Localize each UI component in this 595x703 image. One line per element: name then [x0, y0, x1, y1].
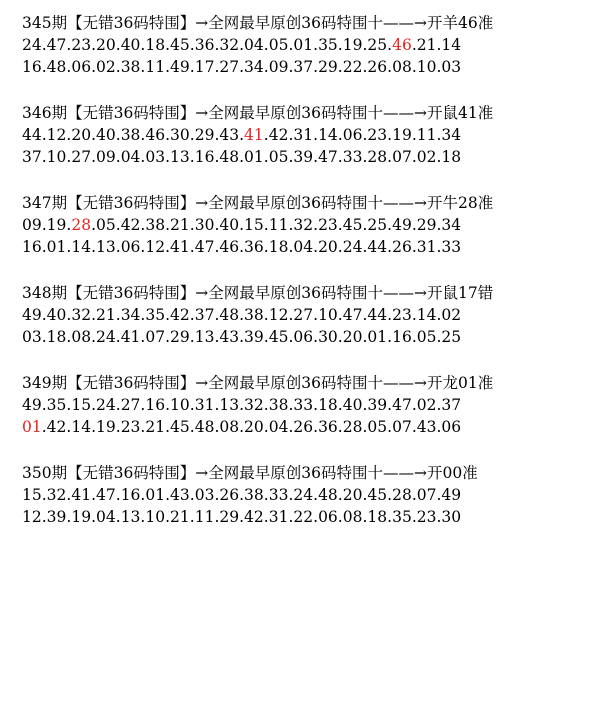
number-cell: 42 [120, 216, 141, 234]
number-cell: 19 [96, 418, 116, 436]
number-cell: 11 [416, 126, 437, 144]
number-cell: 31 [268, 508, 289, 526]
number-cell: 19 [342, 36, 363, 54]
number-cell: 18 [441, 148, 462, 166]
number-cell: 34 [441, 126, 462, 144]
number-row: 09.19.28.05.42.38.21.30.40.15.11.32.23.45.25.49.29.34 [22, 216, 462, 234]
number-cell: 17 [194, 58, 215, 76]
number-cell: 07 [145, 328, 166, 346]
number-cell: 49 [170, 58, 190, 76]
number-cell: 24 [293, 486, 314, 504]
number-cell: 29 [219, 508, 240, 526]
number-cell: 01 [145, 486, 166, 504]
number-cell: 31 [416, 238, 437, 256]
number-row: 16.48.06.02.38.11.49.17.27.34.09.37.29.22.26.08.10.03 [22, 58, 462, 76]
number-row: 44.12.20.40.38.46.30.29.43.41.42.31.14.06.23.19.11.34 [22, 126, 462, 144]
number-cell: 07 [416, 486, 437, 504]
number-cell: 23 [71, 36, 92, 54]
number-cell: 29 [170, 328, 190, 346]
number-cell: 34 [120, 306, 141, 324]
number-cell: 37 [293, 58, 314, 76]
period-header: 350期【无错36码特围】→全网最早原创36码特围十——→开00准 [22, 464, 478, 482]
number-cell: 18 [268, 238, 289, 256]
number-cell: 25 [367, 216, 388, 234]
number-cell: 46 [145, 126, 166, 144]
number-cell: 14 [318, 126, 338, 144]
number-cell: 48 [219, 148, 240, 166]
number-cell: 23 [120, 418, 141, 436]
number-cell: 16 [145, 396, 166, 414]
number-cell: 20 [96, 36, 116, 54]
number-cell: 41 [120, 328, 141, 346]
number-cell: 25 [367, 36, 388, 54]
number-cell: 02 [441, 306, 462, 324]
number-cell: 31 [194, 396, 215, 414]
number-cell: 24 [96, 396, 116, 414]
number-cell: 13 [120, 508, 141, 526]
period-header: 348期【无错36码特围】→全网最早原创36码特围十——→开鼠17错 [22, 284, 494, 302]
number-cell: 08 [392, 58, 412, 76]
number-cell: 28 [342, 418, 363, 436]
number-cell: 12 [46, 126, 67, 144]
number-cell: 05 [416, 328, 437, 346]
number-cell: 12 [268, 306, 289, 324]
number-cell: 41 [71, 486, 92, 504]
period-header: 346期【无错36码特围】→全网最早原创36码特围十——→开鼠41准 [22, 104, 494, 122]
number-cell: 23 [367, 126, 388, 144]
number-cell: 01 [367, 328, 388, 346]
number-cell: 37 [441, 396, 462, 414]
number-cell: 10 [318, 306, 338, 324]
number-cell: 44 [367, 238, 388, 256]
number-cell: 15 [244, 216, 264, 234]
number-row: 01.42.14.19.23.21.45.48.08.20.04.26.36.28.05.07.43.06 [22, 418, 462, 436]
number-cell: 33 [441, 238, 462, 256]
number-cell: 21 [145, 418, 166, 436]
number-cell: 45 [170, 418, 190, 436]
number-cell: 45 [268, 328, 289, 346]
number-cell: 47 [96, 486, 116, 504]
number-cell: 06 [120, 238, 141, 256]
number-cell: 09 [96, 148, 116, 166]
number-cell: 44 [22, 126, 42, 144]
number-cell: 04 [268, 418, 289, 436]
number-cell: 19 [392, 126, 412, 144]
number-cell: 27 [120, 396, 141, 414]
number-cell: 36 [194, 36, 215, 54]
number-cell: 13 [219, 396, 240, 414]
number-row: 16.01.14.13.06.12.41.47.46.36.18.04.20.24.44.26.31.33 [22, 238, 462, 256]
number-cell: 14 [71, 238, 92, 256]
number-row: 12.39.19.04.13.10.21.11.29.42.31.22.06.08.18.35.23.30 [22, 508, 462, 526]
number-cell: 18 [46, 328, 67, 346]
number-cell: 13 [170, 148, 190, 166]
period-block [22, 282, 587, 348]
number-cell: 29 [194, 126, 215, 144]
number-cell: 47 [342, 306, 363, 324]
number-cell: 42 [170, 306, 190, 324]
number-cell: 34 [441, 216, 462, 234]
hit-number: 28 [71, 216, 92, 234]
number-cell: 40 [46, 306, 67, 324]
number-cell: 03 [194, 486, 215, 504]
number-cell: 37 [194, 306, 215, 324]
number-cell: 36 [244, 238, 264, 256]
number-cell: 47 [194, 238, 215, 256]
number-cell: 33 [293, 396, 314, 414]
hit-number: 01 [22, 418, 42, 436]
number-cell: 13 [194, 328, 215, 346]
number-cell: 14 [416, 306, 437, 324]
period-block [22, 12, 587, 78]
number-cell: 42 [46, 418, 67, 436]
number-cell: 11 [194, 508, 215, 526]
number-cell: 09 [268, 58, 289, 76]
period-block [22, 102, 587, 168]
number-cell: 32 [293, 216, 314, 234]
number-cell: 13 [96, 238, 116, 256]
number-cell: 21 [170, 508, 190, 526]
number-cell: 06 [318, 508, 338, 526]
number-cell: 20 [71, 126, 92, 144]
number-cell: 47 [318, 148, 338, 166]
number-cell: 41 [170, 238, 190, 256]
number-cell: 43 [219, 328, 240, 346]
number-cell: 38 [120, 126, 141, 144]
number-cell: 36 [318, 418, 338, 436]
number-cell: 02 [416, 396, 437, 414]
number-cell: 10 [170, 396, 190, 414]
number-cell: 23 [392, 306, 412, 324]
number-cell: 32 [219, 36, 240, 54]
hit-number: 41 [244, 126, 264, 144]
hit-number: 46 [392, 36, 412, 54]
number-row: 49.40.32.21.34.35.42.37.48.38.12.27.10.47.44.23.14.02 [22, 306, 462, 324]
number-cell: 11 [145, 58, 166, 76]
number-cell: 49 [392, 216, 412, 234]
number-cell: 30 [170, 126, 190, 144]
number-cell: 49 [441, 486, 462, 504]
number-cell: 37 [22, 148, 42, 166]
number-cell: 29 [318, 58, 338, 76]
number-cell: 40 [342, 396, 363, 414]
number-cell: 20 [342, 486, 363, 504]
number-cell: 49 [22, 306, 42, 324]
number-cell: 35 [318, 36, 338, 54]
number-cell: 30 [441, 508, 462, 526]
number-cell: 09 [22, 216, 42, 234]
number-cell: 08 [71, 328, 92, 346]
number-cell: 03 [22, 328, 42, 346]
number-cell: 30 [194, 216, 215, 234]
number-cell: 04 [293, 238, 314, 256]
number-row: 37.10.27.09.04.03.13.16.48.01.05.39.47.33.28.07.02.18 [22, 148, 462, 166]
number-cell: 33 [342, 148, 363, 166]
number-cell: 45 [367, 486, 388, 504]
number-cell: 10 [46, 148, 67, 166]
number-cell: 20 [244, 418, 264, 436]
number-cell: 42 [268, 126, 289, 144]
number-cell: 25 [441, 328, 462, 346]
number-cell: 04 [96, 508, 116, 526]
number-cell: 23 [318, 216, 338, 234]
number-cell: 30 [318, 328, 338, 346]
number-cell: 26 [367, 58, 388, 76]
number-cell: 08 [219, 418, 240, 436]
number-cell: 16 [120, 486, 141, 504]
number-cell: 28 [392, 486, 412, 504]
number-cell: 16 [194, 148, 215, 166]
number-cell: 01 [244, 148, 264, 166]
number-cell: 45 [170, 36, 190, 54]
number-cell: 22 [293, 508, 314, 526]
number-cell: 44 [367, 306, 388, 324]
number-cell: 47 [392, 396, 412, 414]
number-cell: 35 [145, 306, 166, 324]
number-cell: 48 [194, 418, 215, 436]
number-cell: 05 [96, 216, 116, 234]
number-cell: 21 [416, 36, 437, 54]
number-cell: 05 [367, 418, 388, 436]
number-cell: 18 [318, 396, 338, 414]
number-cell: 04 [120, 148, 141, 166]
number-cell: 39 [244, 328, 264, 346]
number-cell: 11 [268, 216, 289, 234]
number-cell: 40 [120, 36, 141, 54]
number-cell: 19 [71, 508, 92, 526]
number-cell: 32 [46, 486, 67, 504]
number-cell: 03 [441, 58, 462, 76]
number-cell: 16 [22, 238, 42, 256]
number-cell: 20 [318, 238, 338, 256]
number-cell: 10 [145, 508, 166, 526]
number-cell: 35 [392, 508, 412, 526]
number-cell: 15 [22, 486, 42, 504]
number-cell: 28 [367, 148, 388, 166]
number-cell: 43 [416, 418, 437, 436]
period-header: 347期【无错36码特围】→全网最早原创36码特围十——→开牛28准 [22, 194, 494, 212]
number-cell: 46 [219, 238, 240, 256]
number-cell: 02 [416, 148, 437, 166]
number-row: 49.35.15.24.27.16.10.31.13.32.38.33.18.40.39.47.02.37 [22, 396, 462, 414]
number-cell: 14 [441, 36, 462, 54]
number-cell: 39 [367, 396, 388, 414]
number-cell: 33 [268, 486, 289, 504]
period-header: 349期【无错36码特围】→全网最早原创36码特围十——→开龙01准 [22, 374, 494, 392]
number-cell: 24 [96, 328, 116, 346]
number-cell: 06 [293, 328, 314, 346]
number-cell: 49 [22, 396, 42, 414]
number-cell: 48 [318, 486, 338, 504]
number-cell: 05 [268, 148, 289, 166]
number-cell: 22 [342, 58, 363, 76]
number-cell: 32 [244, 396, 264, 414]
number-cell: 18 [367, 508, 388, 526]
number-cell: 19 [46, 216, 67, 234]
number-cell: 40 [219, 216, 240, 234]
number-cell: 42 [244, 508, 264, 526]
number-cell: 16 [392, 328, 412, 346]
number-cell: 06 [342, 126, 363, 144]
number-cell: 16 [22, 58, 42, 76]
number-cell: 38 [244, 486, 264, 504]
number-cell: 38 [145, 216, 166, 234]
number-cell: 38 [268, 396, 289, 414]
number-cell: 23 [416, 508, 437, 526]
number-cell: 26 [293, 418, 314, 436]
number-cell: 07 [392, 148, 412, 166]
number-cell: 10 [416, 58, 437, 76]
number-cell: 07 [392, 418, 412, 436]
number-cell: 27 [71, 148, 92, 166]
number-cell: 15 [71, 396, 92, 414]
number-cell: 03 [145, 148, 166, 166]
number-cell: 26 [219, 486, 240, 504]
number-cell: 06 [71, 58, 92, 76]
number-cell: 38 [120, 58, 141, 76]
period-block [22, 192, 587, 258]
number-cell: 39 [293, 148, 314, 166]
number-row: 03.18.08.24.41.07.29.13.43.39.45.06.30.20.01.16.05.25 [22, 328, 462, 346]
prediction-document [22, 12, 587, 552]
number-cell: 12 [145, 238, 166, 256]
number-cell: 43 [170, 486, 190, 504]
number-cell: 27 [293, 306, 314, 324]
number-cell: 35 [46, 396, 67, 414]
number-cell: 06 [441, 418, 462, 436]
number-cell: 14 [71, 418, 92, 436]
period-block [22, 462, 587, 528]
number-cell: 34 [244, 58, 264, 76]
number-cell: 01 [46, 238, 67, 256]
number-cell: 26 [392, 238, 412, 256]
period-block [22, 372, 587, 438]
number-cell: 21 [96, 306, 116, 324]
number-cell: 05 [268, 36, 289, 54]
number-cell: 18 [145, 36, 166, 54]
number-cell: 12 [22, 508, 42, 526]
number-cell: 32 [71, 306, 92, 324]
number-cell: 01 [293, 36, 314, 54]
number-cell: 04 [244, 36, 264, 54]
number-cell: 24 [342, 238, 363, 256]
number-cell: 29 [416, 216, 437, 234]
number-cell: 27 [219, 58, 240, 76]
number-cell: 39 [46, 508, 67, 526]
number-row: 15.32.41.47.16.01.43.03.26.38.33.24.48.20.45.28.07.49 [22, 486, 462, 504]
number-cell: 21 [170, 216, 190, 234]
number-cell: 24 [22, 36, 42, 54]
period-header: 345期【无错36码特围】→全网最早原创36码特围十——→开羊46准 [22, 14, 494, 32]
number-row: 24.47.23.20.40.18.45.36.32.04.05.01.35.19.25.46.21.14 [22, 36, 462, 54]
number-cell: 40 [96, 126, 116, 144]
number-cell: 47 [46, 36, 67, 54]
number-cell: 48 [219, 306, 240, 324]
number-cell: 48 [46, 58, 67, 76]
number-cell: 20 [342, 328, 363, 346]
number-cell: 45 [342, 216, 363, 234]
number-cell: 08 [342, 508, 363, 526]
number-cell: 31 [293, 126, 314, 144]
number-cell: 02 [96, 58, 116, 76]
number-cell: 43 [219, 126, 240, 144]
number-cell: 38 [244, 306, 264, 324]
